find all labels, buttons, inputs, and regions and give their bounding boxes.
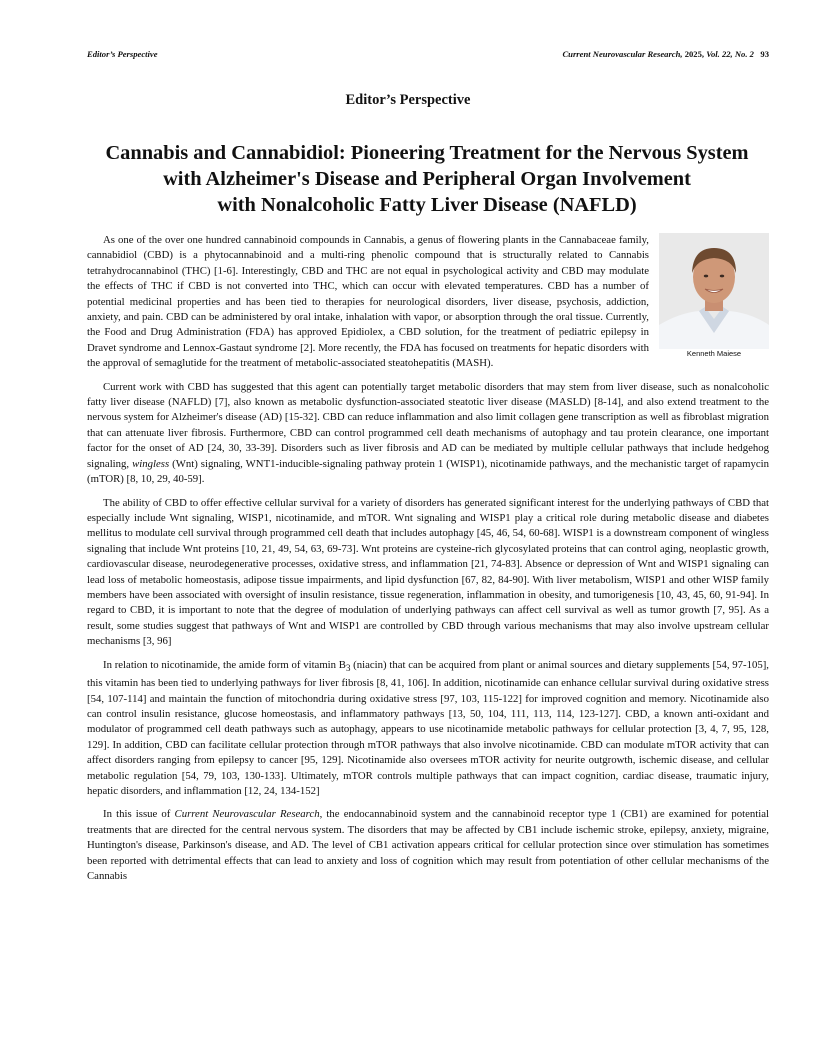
title-line-1: Cannabis and Cannabidiol: Pioneering Treatment for the Nervous System <box>105 142 749 164</box>
paragraph-2-text: Current work with CBD has suggested that this agent can potentially target metabolic disorders that may stem from liver disease, such as nonalcoholic fatty liver disease (NAFLD) [7], also known as metabolic dysfunction-associated steatotic liver disease (MASLD) [8-14], and also extend treatment to the nervous system for Alzheimer's disease (AD) [15-32]. CBD can reduce inflammation and also limit collagen gene transcription as well as fibroblast migration that can attenuate liver fibrosis. Furthermore, CBD can control programmed cell death mechanisms of autophagy and tau protein clearance, one important factor for the onset of AD [24, 30, 33-39]. Disorders such as liver fibrosis and AD can be mediated by multiple cellular pathways that include hedgehog signaling, <box>87 380 769 470</box>
section-label: Editor’s Perspective <box>345 92 471 108</box>
paragraph-5 <box>87 807 769 884</box>
paragraph-4-tail: (niacin) that can be acquired from plant or animal sources and dietary supplements [54, 97-105], this vitamin has been tied to underlying pathways for liver fibrosis [8, 41, 106]. In addition, nicotinamide can enhance cellular survival during oxidative stress [54, 107-114] and maintain the function of mitochondria during oxidative stress [97, 103, 115-122] for improved cognition and memory. Nicotinamide also can control insulin resistance, glucose homeostasis, and inflammatory pathways [13, 50, 104, 111, 113, 114, 123-127]. CBD, a known anti-oxidant and modulator of programmed cell death pathways such as autophagy, appears to use nicotinamide metabolic pathways for cellular protection [3, 4, 7, 95, 128, 129]. In addition, CBD can facilitate cellular protection through mTOR pathways that also involve nicotinamide. CBD can modulate mTOR activity that can affect disorders ranging from epilepsy to cancer [95, 129]. Nicotinamide also oversees mTOR activity for neurite outgrowth, ischemic disease, and cellular metabolic regulation [54, 79, 103, 130-133]. Ultimately, mTOR controls multiple pathways that can impact cognition, cardiac disease, traumatic injury, hepatic disorders, and inflammation [12, 24, 134-152] <box>87 658 769 797</box>
paragraph-3: The ability of CBD to offer effective cellular survival for a variety of disorders has generated significant interest for the underlying pathways of CBD that especially include Wnt signaling, WISP1, nicotinamide, and mTOR. Wnt signaling and WISP1 play a critical role during metabolic disease and diabetes mellitus to modulate cell survival through programmed cell death that includes autophagy [45, 46, 54, 60-68]. WISP1 is a downstream component of wingless signaling that include Wnt proteins [10, 21, 49, 54, 63, 69-73]. Wnt proteins are cysteine-rich glycosylated proteins that can control aging, neoplastic growth, cardiovascular disease, neurodegenerative processes, oxidative stress, and inflammation [21, 74-83]. Absence or depression of Wnt and WISP1 signaling can lead loss of metabolic homeostasis, adipose tissue impairments, and lipid dysfunction [67, 82, 84-90]. With liver metabolism, WISP1 and other WISP family members have been associated with oversight of insulin resistance, tissue regeneration, inflammation in obesity, and tumorigenesis [10, 43, 45, 60, 91-94]. In regard to CBD, it is important to note that the degree of modulation of underlying pathways can affect cell survival as well as tumor growth [7, 95]. As a result, some studies suggest that pathways of Wnt and WISP1 are controlled by CBD through various mechanisms that may also involve upstream cellular mechanisms [3, 96] <box>87 496 769 648</box>
paragraph-4 <box>87 658 769 800</box>
paragraph-4-text: In relation to nicotinamide, the amide form of vitamin B <box>103 658 346 671</box>
article-title <box>60 140 794 218</box>
page-number: 93 <box>760 49 769 59</box>
paragraph-5-text: In this issue of <box>103 808 175 821</box>
paragraph-2-tail: (Wnt) signaling, WNT1-inducible-signaling pathway protein 1 (WISP1), nicotinamide pathways, and the mechanistic target of rapamycin (mTOR) [8, 10, 29, 40-59]. <box>87 457 769 486</box>
title-line-2: with Alzheimer's Disease and Peripheral Organ Involvement <box>163 168 691 190</box>
paragraph-2-emphasis: wingless <box>132 457 170 470</box>
author-portrait <box>659 233 769 359</box>
portrait-caption: Kenneth Maiese <box>686 349 742 358</box>
paragraph-2 <box>87 380 769 488</box>
author-photo-image <box>659 233 769 349</box>
journal-year: 2025, <box>684 49 705 59</box>
journal-name: Current Neurovascular Research, <box>562 49 683 59</box>
paragraph-5-tail: , the endocannabinoid system and the cannabinoid receptor type 1 (CB1) are examined for potential treatments that are directed for the central nervous system. The disorders that may be affected by CB1 include ischemic stroke, epilepsy, anxiety, migraine, Huntington's disease, Parkinson's disease, and AD. The level of CB1 activation appears critical for cellular protection since over stimulation has sometimes been reported with detrimental effects that can lead to anxiety and loss of cognition which may result from potentiation of other cellular mechanisms of the Cannabis <box>87 808 769 882</box>
journal-name-inline: Current Neurovascular Research <box>174 808 320 821</box>
running-header-section: Editor’s Perspective <box>87 49 158 59</box>
running-header-citation <box>562 49 769 59</box>
author-photo <box>659 233 769 349</box>
title-line-3: with Nonalcoholic Fatty Liver Disease (NAFLD) <box>217 194 637 216</box>
journal-volume: Vol. 22, No. 2 <box>706 49 754 59</box>
paragraph-1: As one of the over one hundred cannabinoid compounds in Cannabis, a genus of flowering plants in the Cannabaceae family, cannabidiol (CBD) is a phytocannabinoid and a multi-ring phenolic compound that is structurally related to Cannabis tetrahydrocannabinol (THC) [1-6]. Interestingly, CBD and THC are not equal in psychological activity and CBD may modulate the effects of THC if CBD is not converted into THC, which can occur with elevated temperatures. CBD has a number of potential medicinal properties and has been tied to therapies for neurological disorders, liver disease, psychosis, addiction, anxiety, and pain. CBD can be administered by oral intake, inhalation with vapor, or absorption through the oral tissue. Currently, the Food and Drug Administration (FDA) has approved Epidiolex, a CBD solution, for the treatment of pediatric epilepsy in Dravet syndrome and Lennox-Gastaut syndrome [2]. More recently, the FDA has focused on treatments for hepatic disorders with the approval of semaglutide for the treatment of metabolic-associated steatohepatitis (MASH). <box>87 234 649 370</box>
paragraph-4-subscript: 3 <box>345 662 351 673</box>
article-body <box>87 233 769 892</box>
